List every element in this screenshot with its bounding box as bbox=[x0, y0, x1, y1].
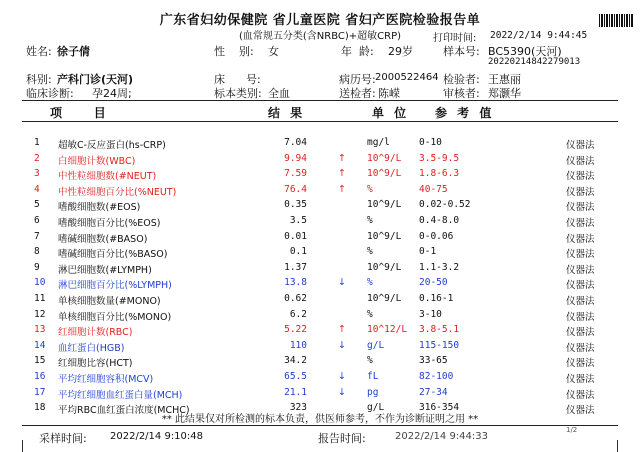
row-number: 17 bbox=[34, 386, 46, 398]
table-row bbox=[0, 293, 640, 308]
divider-top bbox=[22, 100, 618, 101]
print-time-value: 2022/2/14 9:44:45 bbox=[490, 30, 588, 41]
test-unit: 10^9/L bbox=[367, 293, 402, 304]
test-method: 仪器法 bbox=[566, 342, 595, 354]
row-number: 11 bbox=[34, 293, 46, 304]
test-name: 血红蛋白(HGB) bbox=[58, 342, 125, 354]
test-name: 嗜酸细胞百分比(%EOS) bbox=[58, 218, 161, 229]
reference-range: 33-65 bbox=[419, 355, 448, 367]
sample-no-label: 样本号: bbox=[443, 45, 480, 58]
table-row bbox=[0, 371, 640, 386]
table-row bbox=[0, 324, 640, 339]
abnormal-flag-icon: ↑ bbox=[338, 183, 346, 195]
row-number: 16 bbox=[34, 371, 46, 382]
reference-range: 0.16-1 bbox=[419, 293, 454, 304]
table-row bbox=[0, 137, 640, 152]
test-unit: g/L bbox=[367, 402, 385, 414]
test-method: 仪器法 bbox=[566, 327, 595, 339]
collect-time-value: 2022/2/14 9:10:48 bbox=[110, 431, 204, 442]
test-method: 仪器法 bbox=[566, 389, 595, 401]
sender-label: 送检者: bbox=[339, 87, 376, 100]
test-result: 0.01 bbox=[284, 230, 307, 242]
report-subtitle: (血常规五分类(含NRBC)+超敏CRP) bbox=[238, 31, 402, 42]
inspector-label: 检验者: bbox=[443, 73, 480, 86]
abnormal-flag-icon: ↓ bbox=[338, 386, 346, 398]
test-name: 淋巴细胞数(#LYMPH) bbox=[58, 264, 152, 276]
row-number: 14 bbox=[34, 339, 46, 351]
test-unit: fL bbox=[367, 371, 379, 382]
header-item: 项 目 bbox=[50, 106, 109, 120]
row-number: 7 bbox=[34, 230, 40, 242]
test-unit: mg/l bbox=[367, 137, 390, 148]
test-name: 单核细胞数量(#MONO) bbox=[58, 296, 161, 307]
test-method: 仪器法 bbox=[566, 186, 595, 198]
test-name: 平均RBC血红蛋白浓度(MCHC) bbox=[58, 405, 190, 417]
table-row bbox=[0, 355, 640, 370]
row-number: 10 bbox=[34, 277, 46, 289]
test-result: 65.5 bbox=[284, 371, 307, 382]
row-number: 12 bbox=[34, 308, 46, 320]
test-unit: % bbox=[367, 308, 373, 320]
row-number: 2 bbox=[34, 152, 40, 164]
table-row bbox=[0, 340, 640, 355]
test-name: 白细胞计数(WBC) bbox=[58, 155, 136, 167]
test-name: 嗜酸细胞数(#EOS) bbox=[58, 202, 141, 214]
reference-range: 1.1-3.2 bbox=[419, 261, 460, 273]
reference-range: 0.4-8.0 bbox=[419, 215, 460, 226]
test-method: 仪器法 bbox=[566, 249, 595, 261]
patient-dept: 产科门诊(天河) bbox=[57, 73, 134, 86]
page-number: 1/2 bbox=[566, 426, 578, 434]
reference-range: 40-75 bbox=[419, 183, 448, 195]
diagnosis-label: 临床诊断: bbox=[26, 87, 74, 100]
reference-range: 3.5-9.5 bbox=[419, 152, 460, 164]
sample-no-value: BC5390(天河) bbox=[488, 45, 562, 58]
abnormal-flag-icon: ↓ bbox=[338, 277, 346, 289]
test-name: 中性粒细胞百分比(%NEUT) bbox=[58, 186, 177, 198]
test-name: 超敏C-反应蛋白(hs-CRP) bbox=[58, 140, 166, 151]
age-label: 年 龄: bbox=[341, 45, 374, 58]
report-time-label: 报告时间: bbox=[318, 432, 366, 445]
sender-value: 陈嵘 bbox=[378, 87, 400, 100]
test-unit: % bbox=[367, 277, 373, 289]
specimen-label: 标本类别: bbox=[214, 87, 262, 100]
test-method: 仪器法 bbox=[566, 233, 595, 245]
reference-range: 316-354 bbox=[419, 402, 460, 414]
dept-label: 科别: bbox=[26, 73, 52, 86]
report-time-value: 2022/2/14 9:44:33 bbox=[395, 431, 489, 442]
test-name: 红细胞计数(RBC) bbox=[58, 327, 133, 339]
header-result: 结 果 bbox=[268, 106, 306, 120]
collect-time-label: 采样时间: bbox=[39, 432, 87, 445]
test-name: 嗜碱细胞数(#BASO) bbox=[58, 233, 148, 245]
reference-range: 3-10 bbox=[419, 308, 442, 320]
frame-right bbox=[617, 440, 618, 452]
row-number: 3 bbox=[34, 168, 40, 180]
divider-bottom bbox=[22, 425, 618, 426]
row-number: 18 bbox=[34, 402, 46, 414]
table-row bbox=[0, 168, 640, 183]
test-name: 单核细胞百分比(%MONO) bbox=[58, 311, 172, 323]
test-method: 仪器法 bbox=[566, 171, 595, 183]
report-title: 广东省妇幼保健院 省儿童医院 省妇产医院检验报告单 bbox=[159, 13, 481, 28]
test-result: 7.59 bbox=[284, 168, 307, 180]
test-result: 0.1 bbox=[289, 246, 307, 258]
row-number: 13 bbox=[34, 324, 46, 336]
test-unit: 10^9/L bbox=[367, 152, 402, 164]
reviewer-value: 郑灏华 bbox=[488, 87, 521, 100]
test-result: 5.22 bbox=[284, 324, 307, 336]
specimen-value: 全血 bbox=[268, 87, 290, 100]
test-unit: g/L bbox=[367, 339, 385, 351]
header-reference: 参 考 值 bbox=[435, 106, 495, 120]
test-name: 平均红细胞容积(MCV) bbox=[58, 374, 154, 385]
row-number: 9 bbox=[34, 261, 40, 273]
table-row bbox=[0, 199, 640, 214]
test-unit: % bbox=[367, 183, 373, 195]
test-unit: 10^12/L bbox=[367, 324, 408, 336]
test-unit: % bbox=[367, 246, 373, 258]
test-method: 仪器法 bbox=[566, 358, 595, 370]
bed-label: 床 号: bbox=[214, 73, 261, 86]
disclaimer-note: ** 此结果仅对所检测的标本负责，供医师参考，不作为诊断证明之用 ** bbox=[161, 414, 479, 425]
abnormal-flag-icon: ↓ bbox=[338, 371, 346, 382]
test-result: 9.94 bbox=[284, 152, 307, 164]
table-row bbox=[0, 231, 640, 246]
table-row bbox=[0, 309, 640, 324]
row-number: 15 bbox=[34, 355, 46, 367]
table-row bbox=[0, 277, 640, 292]
table-row bbox=[0, 246, 640, 261]
table-row bbox=[0, 387, 640, 402]
test-result: 323 bbox=[289, 402, 307, 414]
inspector-value: 王惠丽 bbox=[488, 73, 521, 86]
reference-range: 20-50 bbox=[419, 277, 448, 289]
abnormal-flag-icon: ↑ bbox=[338, 324, 346, 336]
test-method: 仪器法 bbox=[566, 140, 595, 151]
test-result: 0.62 bbox=[284, 293, 307, 304]
test-method: 仪器法 bbox=[566, 155, 595, 167]
row-number: 1 bbox=[34, 137, 40, 148]
table-row bbox=[0, 153, 640, 168]
row-number: 8 bbox=[34, 246, 40, 258]
record-value: 2000522464 bbox=[375, 72, 439, 83]
test-name: 红细胞比容(HCT) bbox=[58, 358, 133, 370]
test-unit: 10^9/L bbox=[367, 168, 402, 180]
test-result: 13.8 bbox=[284, 277, 307, 289]
reference-range: 0.02-0.52 bbox=[419, 199, 471, 211]
reference-range: 27-34 bbox=[419, 386, 448, 398]
patient-name: 徐子倩 bbox=[57, 45, 90, 58]
test-result: 7.04 bbox=[284, 137, 307, 148]
test-result: 6.2 bbox=[289, 308, 307, 320]
name-label: 姓名: bbox=[26, 45, 52, 58]
table-row bbox=[0, 215, 640, 230]
reference-range: 3.8-5.1 bbox=[419, 324, 460, 336]
reference-range: 82-100 bbox=[419, 371, 454, 382]
row-number: 6 bbox=[34, 215, 40, 226]
test-result: 21.1 bbox=[284, 386, 307, 398]
barcode-image bbox=[599, 14, 633, 27]
test-name: 淋巴细胞百分比(%LYMPH) bbox=[58, 280, 172, 292]
divider-header bbox=[22, 121, 618, 122]
gender-label: 性 别: bbox=[214, 45, 254, 58]
test-method: 仪器法 bbox=[566, 264, 595, 276]
test-name: 中性粒细胞数(#NEUT) bbox=[58, 171, 157, 183]
table-row bbox=[0, 184, 640, 199]
test-method: 仪器法 bbox=[566, 280, 595, 292]
patient-age: 29岁 bbox=[388, 45, 413, 58]
test-name: 平均红细胞血红蛋白量(MCH) bbox=[58, 389, 183, 401]
reviewer-label: 审核者: bbox=[443, 87, 480, 100]
abnormal-flag-icon: ↓ bbox=[338, 339, 346, 351]
abnormal-flag-icon: ↑ bbox=[338, 152, 346, 164]
abnormal-flag-icon: ↑ bbox=[338, 168, 346, 180]
reference-range: 0-0.06 bbox=[419, 230, 454, 242]
test-method: 仪器法 bbox=[566, 218, 595, 229]
test-unit: 10^9/L bbox=[367, 261, 402, 273]
reference-range: 0-1 bbox=[419, 246, 437, 258]
row-number: 5 bbox=[34, 199, 40, 211]
row-number: 4 bbox=[34, 183, 40, 195]
test-unit: % bbox=[367, 215, 373, 226]
test-unit: % bbox=[367, 355, 373, 367]
diagnosis-value: 孕24周; bbox=[92, 87, 132, 100]
reference-range: 115-150 bbox=[419, 339, 460, 351]
test-method: 仪器法 bbox=[566, 296, 595, 307]
table-row bbox=[0, 262, 640, 277]
test-result: 34.2 bbox=[284, 355, 307, 367]
test-method: 仪器法 bbox=[566, 405, 595, 417]
patient-gender: 女 bbox=[268, 45, 279, 58]
header-unit: 单 位 bbox=[372, 106, 410, 120]
test-name: 嗜碱细胞百分比(%BASO) bbox=[58, 249, 168, 261]
test-result: 1.37 bbox=[284, 261, 307, 273]
frame-left bbox=[22, 440, 23, 452]
test-unit: pg bbox=[367, 386, 379, 398]
test-result: 76.4 bbox=[284, 183, 307, 195]
record-label: 病历号: bbox=[339, 73, 376, 86]
print-time-label: 打印时间: bbox=[433, 33, 477, 44]
test-method: 仪器法 bbox=[566, 374, 595, 385]
test-result: 110 bbox=[289, 339, 307, 351]
test-method: 仪器法 bbox=[566, 311, 595, 323]
test-method: 仪器法 bbox=[566, 202, 595, 214]
barcode-number: 20220214842279013 bbox=[488, 57, 581, 67]
test-unit: 10^9/L bbox=[367, 230, 402, 242]
test-unit: 10^9/L bbox=[367, 199, 402, 211]
test-result: 3.5 bbox=[289, 215, 307, 226]
reference-range: 0-10 bbox=[419, 137, 442, 148]
test-result: 0.35 bbox=[284, 199, 307, 211]
reference-range: 1.8-6.3 bbox=[419, 168, 460, 180]
